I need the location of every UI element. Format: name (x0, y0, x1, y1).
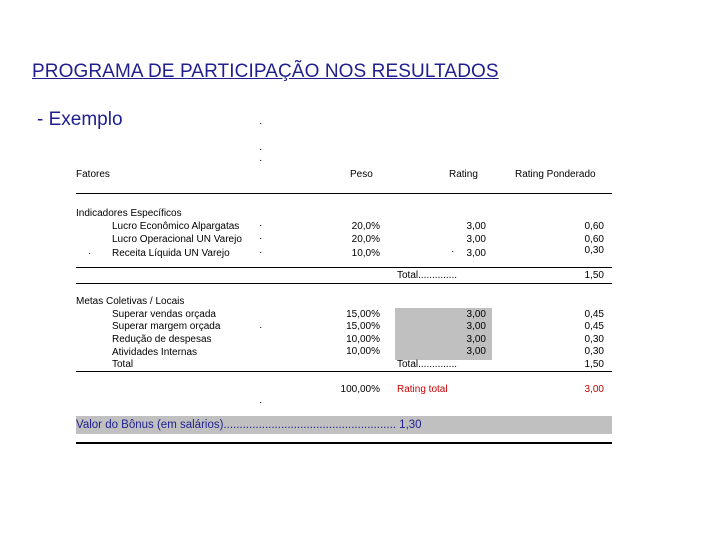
specific-row-peso: 20,0% (351, 234, 380, 245)
bullet-dot: · (88, 248, 92, 259)
bullet-dot: · (451, 246, 455, 257)
bullet-dot: · (259, 155, 263, 166)
bonus-value: 1,30 (399, 419, 422, 431)
specific-total-value: 1,50 (584, 270, 604, 281)
rating-total-value: 3,00 (584, 384, 604, 395)
collective-row-peso: 10,00% (346, 334, 380, 345)
specific-row-ponderado: 0,60 (584, 221, 604, 232)
specific-row-peso: 20,0% (351, 221, 380, 232)
collective-row-ponderado: 0,30 (584, 334, 604, 345)
specific-row-rating: 3,00 (466, 248, 486, 259)
collective-row-rating: 3,00 (466, 321, 486, 332)
specific-row-peso: 10,0% (351, 248, 380, 259)
specific-total-divider (76, 283, 612, 284)
page-subtitle: - Exemplo (37, 109, 123, 130)
bullet-dot: · (259, 144, 263, 155)
collective-row-label: Redução de despesas (112, 334, 212, 345)
specific-row-label: Lucro Operacional UN Varejo (112, 234, 242, 245)
collective-row-rating: 3,00 (466, 309, 486, 320)
collective-row-label: Superar margem orçada (112, 321, 221, 332)
collective-row-label: Superar vendas orçada (112, 309, 216, 320)
bottom-divider (76, 442, 612, 444)
section-heading-collective: Metas Coletivas / Locais (76, 296, 185, 307)
bullet-dot: · (259, 118, 263, 129)
collective-total-row-label: Total (112, 359, 134, 370)
collective-row-peso: 15,00% (346, 321, 380, 332)
header-fatores: Fatores (76, 169, 110, 180)
bullet-dot: · (259, 247, 263, 258)
collective-row-ponderado: 0,45 (584, 321, 604, 332)
bullet-dot: · (259, 233, 263, 244)
bonus-label: Valor do Bônus (em salários)...................................................... (76, 419, 396, 431)
header-divider (76, 193, 612, 194)
collective-total-value: 1,50 (584, 359, 604, 370)
specific-row-rating: 3,00 (466, 234, 486, 245)
specific-row-rating: 3,00 (466, 221, 486, 232)
header-rating-ponderado: Rating Ponderado (515, 169, 596, 180)
header-rating: Rating (449, 169, 478, 180)
section-heading-specific: Indicadores Específicos (76, 208, 182, 219)
rating-total-label: Rating total (397, 384, 448, 395)
page-title: PROGRAMA DE PARTICIPAÇÃO NOS RESULTADOS (32, 61, 499, 82)
header-peso: Peso (350, 169, 373, 180)
specific-row-label: Receita Líquida UN Varejo (112, 248, 230, 259)
specific-row-label: Lucro Econômico Alpargatas (112, 221, 240, 232)
bullet-dot: · (259, 397, 263, 408)
collective-row-peso: 15,00% (346, 309, 380, 320)
bullet-dot: · (259, 322, 263, 333)
bullet-dot: · (259, 220, 263, 231)
specific-row-ponderado: 0,60 (584, 234, 604, 245)
specific-divider (76, 267, 612, 268)
collective-row-label: Atividades Internas (112, 347, 198, 358)
collective-row-peso: 10,00% (346, 346, 380, 357)
bonus-row (76, 419, 422, 431)
collective-total-label: Total.............. (397, 359, 458, 370)
collective-row-rating: 3,00 (466, 334, 486, 345)
collective-row-ponderado: 0,45 (584, 309, 604, 320)
specific-row-ponderado: 0,30 (584, 245, 604, 256)
specific-total-label: Total.............. (397, 270, 458, 281)
peso-total: 100,00% (340, 384, 380, 395)
collective-row-rating: 3,00 (466, 346, 486, 357)
collective-divider (76, 371, 612, 372)
collective-row-ponderado: 0,30 (584, 346, 604, 357)
